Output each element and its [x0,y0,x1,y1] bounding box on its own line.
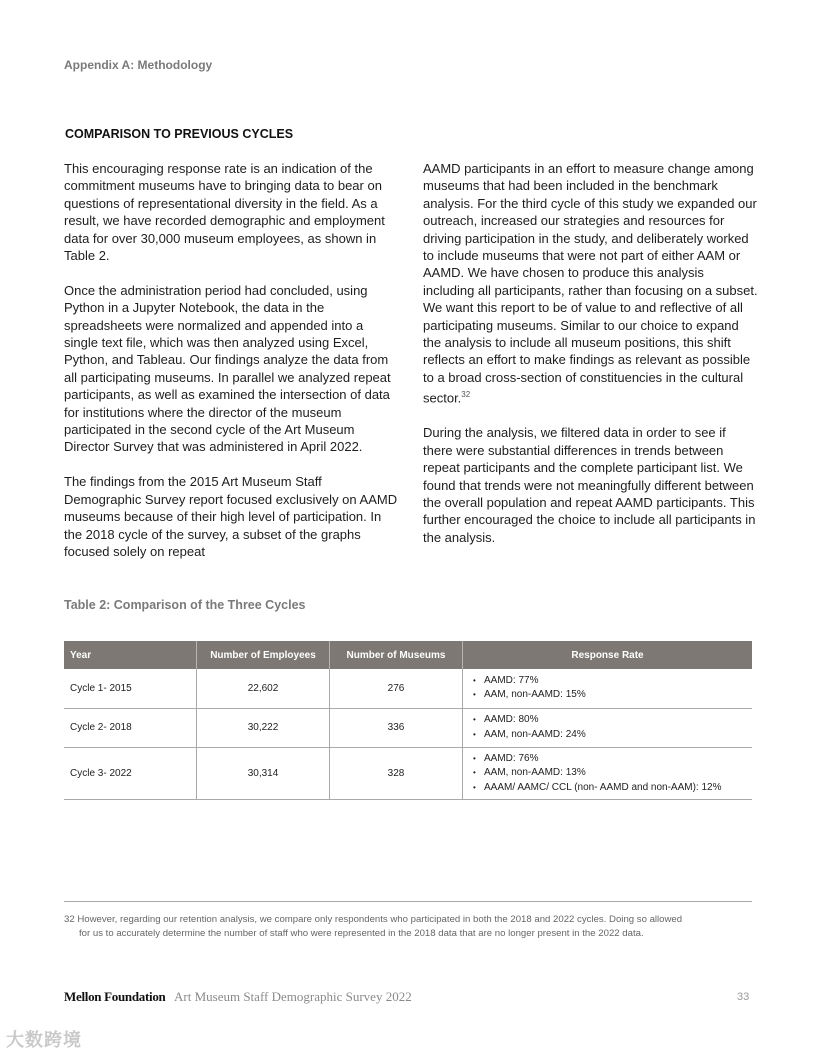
rate-item: • AAAM/ AAMC/ CCL (non- AAMD and non-AAM): 12% [473,781,746,796]
cell-response-rate [463,747,753,800]
rate-item: • AAMD: 80% [473,713,746,728]
rate-list [469,752,746,796]
rate-item: • AAMD: 77% [473,674,746,689]
cell-museums: 328 [330,747,463,800]
cell-response-rate [463,669,753,708]
cell-year: Cycle 2- 2018 [64,708,197,747]
rate-item: • AAM, non-AAMD: 15% [473,688,746,703]
cell-employees: 30,222 [197,708,330,747]
organization-name: Mellon Foundation [64,989,166,1004]
section-title: COMPARISON TO PREVIOUS CYCLES [65,127,294,141]
footnote-line: 32 However, regarding our retention analysis, we compare only respondents who participated in both the 2018 and 2022 cycles. Doing so allowed [64,914,683,925]
cell-museums: 336 [330,708,463,747]
footnote [64,913,764,940]
rate-list [469,713,746,742]
page-footer-brand [64,989,412,1005]
publication-title: Art Museum Staff Demographic Survey 2022 [174,989,412,1004]
paragraph: During the analysis, we filtered data in order to see if there were substantial differences in trends between repeat participants and the complete participant list. We found that trends were not meaningfully different between the overall population and repeat AAMD participants. This further encouraged the choice to include all participants in the analysis. [423,425,756,545]
cell-year: Cycle 3- 2022 [64,747,197,800]
rate-item: • AAM, non-AAMD: 13% [473,766,746,781]
cell-employees: 22,602 [197,669,330,708]
paragraph-text: AAMD participants in an effort to measure change among museums that had been included in the benchmark analysis. For the third cycle of this study we expanded our outreach, increased our strategies and resources for driving participation in the study, and deliberately worked to include museums that were not part of either AAM or AAMD. We have chosen to produce this analysis including all participants, rather than focusing on a subset. We want this report to be of value to and reflective of all participating museums. Similar to our choice to expand the analysis to include all museum positions, this shift reflects an effort to make findings as relevant as possible to a broad cross-section of constituencies in the cultural sector. [423,161,758,406]
cell-museums: 276 [330,669,463,708]
column-header-year: Year [64,641,197,669]
table-row [64,708,752,747]
watermark-text: 大数跨境 [6,1030,82,1050]
cell-response-rate [463,708,753,747]
table-title: Table 2: Comparison of the Three Cycles [64,598,306,612]
comparison-table [64,641,752,800]
table-row [64,669,752,708]
rate-list [469,674,746,703]
watermark-logo [6,1026,82,1052]
footnote-line: for us to accurately determine the number of staff who were represented in the 2018 data that are no longer present in the 2022 data. [79,927,644,939]
left-column [64,160,399,578]
paragraph: This encouraging response rate is an indication of the commitment museums have to bringing data to bear on questions of representational diversity in the field. As a result, we have recorded demographic and employment data for over 30,000 museum employees, as shown in Table 2. [64,161,385,264]
right-column [423,160,758,564]
footnote-ref[interactable]: 32 [461,390,471,400]
paragraph [423,160,758,407]
appendix-label: Appendix A: Methodology [64,58,213,72]
table-header-row [64,641,752,669]
cell-year: Cycle 1- 2015 [64,669,197,708]
rate-item: • AAMD: 76% [473,752,746,767]
paragraph: The findings from the 2015 Art Museum Staff Demographic Survey report focused exclusively on AAMD museums because of their high level of participation. In the 2018 cycle of the survey, a subset of the graphs focused solely on repeat [64,474,398,559]
paragraph: Once the administration period had concluded, using Python in a Jupyter Notebook, the data in the spreadsheets were normalized and appended into a single text file, which was then analyzed using Excel, Python, and Tableau. Our findings analyze the data from all participating museums. In parallel we analyzed repeat participants, as well as examined the intersection of data for institutions where the director of the museum participated in the second cycle of the Art Museum Director Survey that was administered in April 2022. [64,282,391,455]
footnote-divider [64,901,752,902]
column-header-response-rate: Response Rate [463,641,753,669]
column-header-employees: Number of Employees [197,641,330,669]
rate-item: • AAM, non-AAMD: 24% [473,728,746,743]
cell-employees: 30,314 [197,747,330,800]
page-number: 33 [737,991,750,1003]
table-row [64,747,752,800]
column-header-museums: Number of Museums [330,641,463,669]
